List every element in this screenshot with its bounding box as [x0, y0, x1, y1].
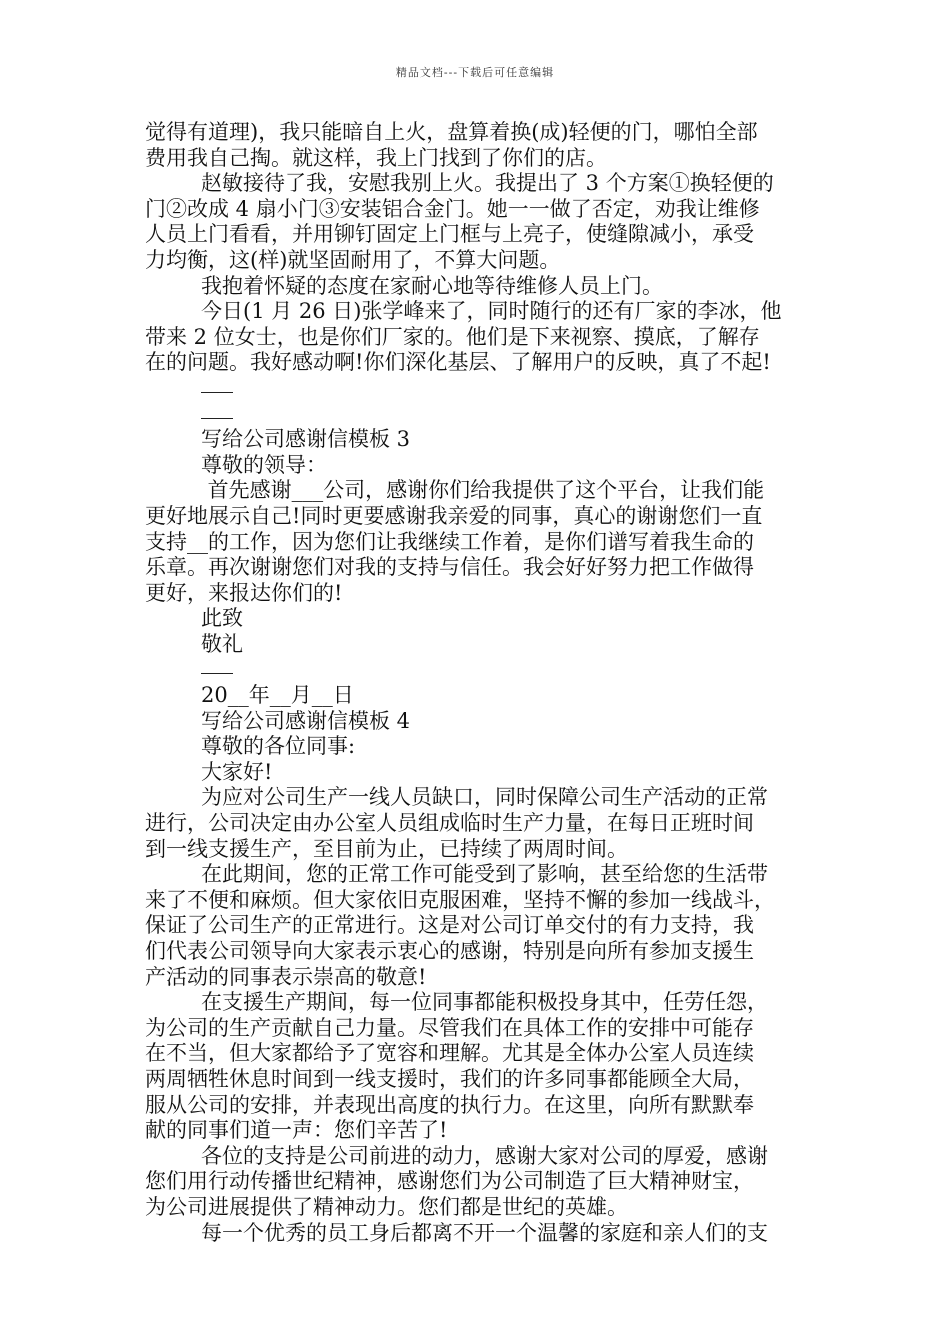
text-line: 来了不便和麻烦。但大家依旧克服困难，坚持不懈的参加一线战斗，	[145, 887, 775, 912]
closing-line: 此致	[201, 606, 243, 631]
text-line: 赵敏接待了我，安慰我别上火。我提出了 3 个方案①换轻便的	[201, 171, 774, 196]
text-line: 带来 2 位女士，也是你们厂家的。他们是下来视察、摸底，了解存	[145, 324, 760, 349]
page-header: 精品文档---下载后可任意编辑	[395, 66, 555, 79]
text-line: 支持__的工作，因为您们让我继续工作着，是你们谱写着我生命的	[145, 529, 754, 554]
date-line: 20__年__月__日	[201, 683, 354, 708]
signature-blank	[145, 657, 825, 683]
text-line: 产活动的同事表示崇高的敬意!	[145, 964, 427, 989]
text-line: 们代表公司领导向大家表示衷心的感谢，特别是向所有参加支援生	[145, 939, 754, 963]
greeting: 大家好!	[201, 759, 273, 784]
text-line: 在的问题。我好感动啊!你们深化基层、了解用户的反映，真了不起!	[145, 350, 771, 375]
rule-mark	[201, 673, 233, 674]
text-line: 费用我自己掏。就这样，我上门找到了你们的店。	[145, 145, 607, 170]
text-line: 门②改成 4 扇小门③安装铝合金门。她一一做了否定，劝我让维修	[145, 196, 760, 221]
text-line: 保证了公司生产的正常进行。这是对公司订单交付的有力支持，我	[145, 913, 754, 938]
text-line: 在支援生产期间，每一位同事都能积极投身其中，任劳任怨，	[201, 990, 768, 1015]
text-line: 更好地展示自己!同时更要感谢我亲爱的同事，真心的谢谢您们一直	[145, 503, 763, 528]
document-body	[145, 120, 825, 1246]
text-line: 各位的支持是公司前进的动力，感谢大家对公司的厚爱，感谢	[201, 1143, 768, 1168]
text-line: 首先感谢___公司，感谢你们给我提供了这个平台，让我们能	[201, 478, 765, 503]
text-line: 觉得有道理)，我只能暗自上火，盘算着换(成)轻便的门，哪怕全部	[145, 120, 758, 144]
separator-line	[145, 402, 825, 428]
text-line: 人员上门看看，并用铆钉固定上门框与上亮子，使缝隙减小，承受	[145, 222, 754, 247]
text-line: 服从公司的安排，并表现出高度的执行力。在这里，向所有默默奉	[145, 1092, 754, 1117]
text-line: 我抱着怀疑的态度在家耐心地等待维修人员上门。	[201, 273, 663, 298]
text-line: 两周牺牲休息时间到一线支援时，我们的许多同事都能顾全大局，	[145, 1066, 754, 1091]
text-line: 今日(1 月 26 日)张学峰来了，同时随行的还有厂家的李冰，他	[201, 299, 782, 324]
section-title: 写给公司感谢信模板 3	[201, 427, 411, 452]
separator-line	[145, 376, 825, 402]
text-line: 乐章。再次谢谢您们对我的支持与信任。我会好好努力把工作做得	[145, 555, 754, 580]
text-line: 献的同事们道一声：您们辛苦了!	[145, 1118, 448, 1143]
rule-mark	[201, 418, 233, 419]
rule-mark	[201, 392, 233, 393]
closing-line: 敬礼	[201, 631, 243, 656]
text-line: 您们用行动传播世纪精神，感谢您们为公司制造了巨大精神财宝，	[145, 1169, 754, 1194]
section-title: 写给公司感谢信模板 4	[201, 708, 411, 733]
text-line: 在此期间，您的正常工作可能受到了影响，甚至给您的生活带	[201, 862, 768, 887]
text-line: 力均衡，这(样)就坚固耐用了，不算大问题。	[145, 247, 561, 272]
salutation: 尊敬的领导：	[201, 452, 327, 477]
text-line: 每一个优秀的员工身后都离不开一个温馨的家庭和亲人们的支	[201, 1220, 768, 1245]
text-line: 进行，公司决定由办公室人员组成临时生产力量，在每日正班时间	[145, 811, 754, 836]
text-line: 更好，来报达你们的!	[145, 580, 343, 605]
text-line: 为应对公司生产一线人员缺口，同时保障公司生产活动的正常	[201, 785, 768, 810]
text-line: 为公司进展提供了精神动力。您们都是世纪的英雄。	[145, 1194, 628, 1219]
text-line: 为公司的生产贡献自己力量。尽管我们在具体工作的安排中可能存	[145, 1015, 754, 1040]
text-line: 在不当，但大家都给予了宽容和理解。尤其是全体办公室人员连续	[145, 1041, 754, 1066]
salutation: 尊敬的各位同事:	[201, 734, 356, 759]
text-line: 到一线支援生产，至目前为止，已持续了两周时间。	[145, 836, 628, 861]
